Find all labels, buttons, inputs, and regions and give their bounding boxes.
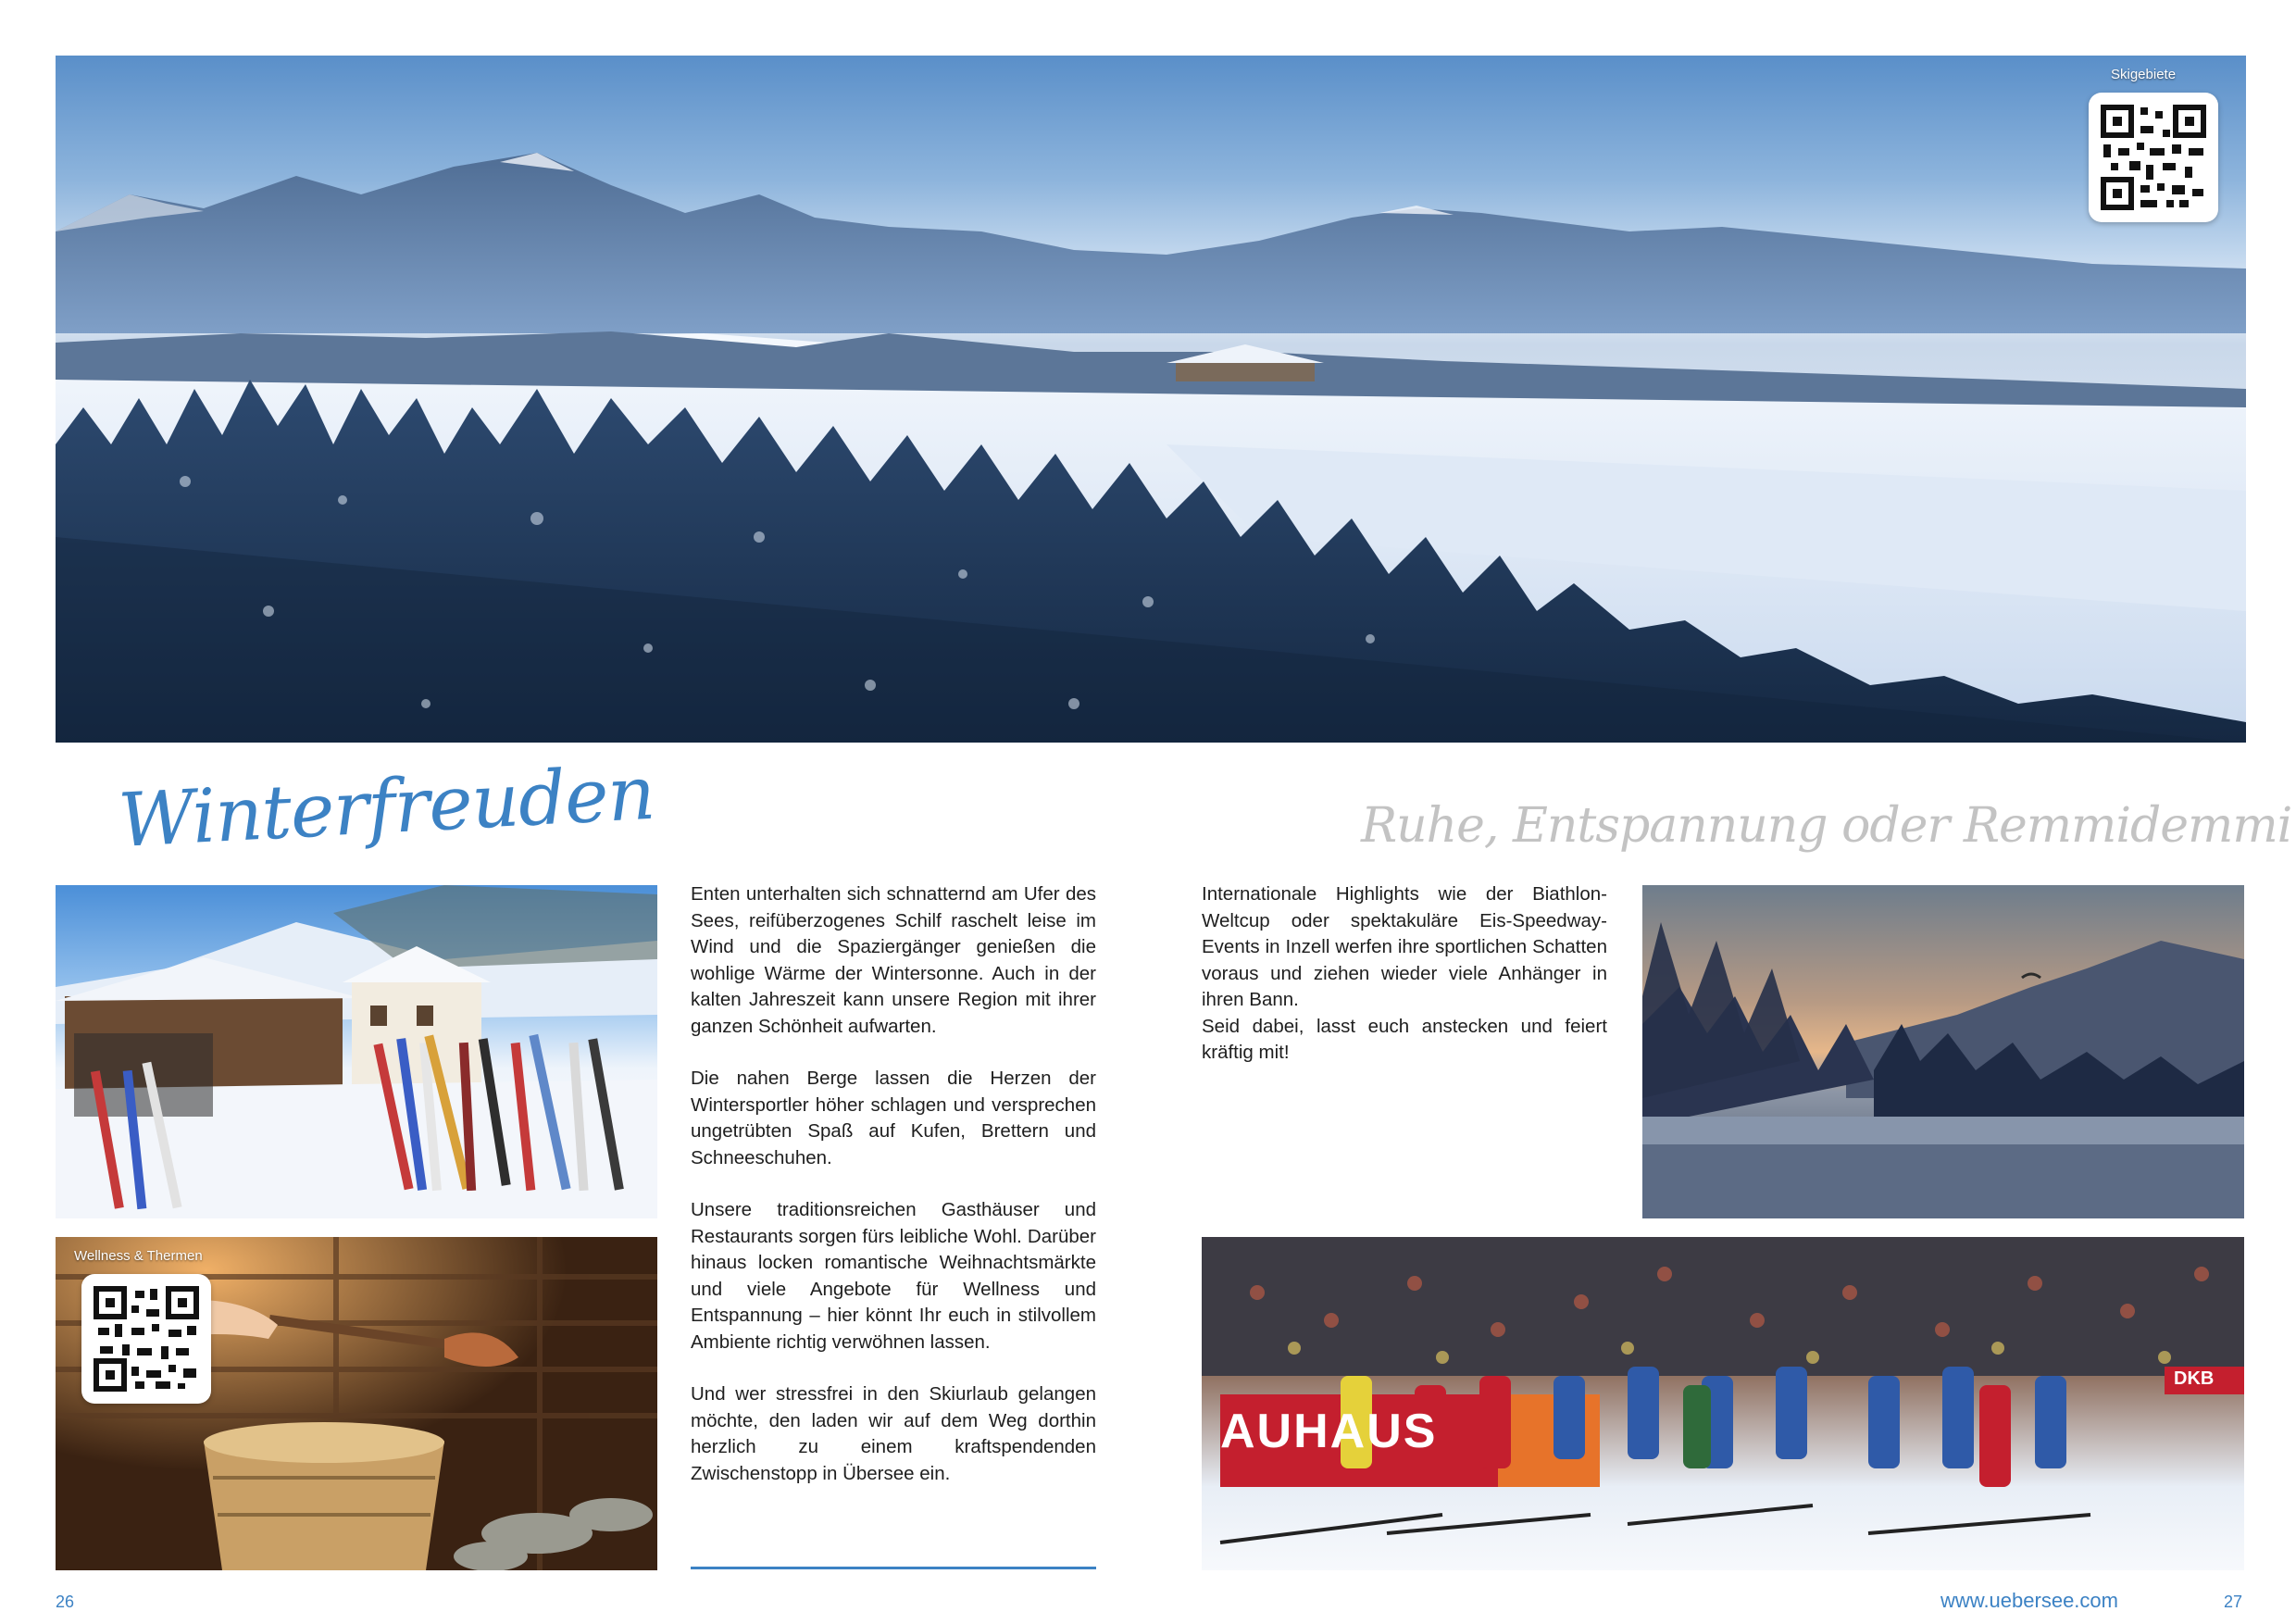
page-number-right: 27 [2224, 1593, 2243, 1611]
divider-rule [691, 1567, 1096, 1569]
text-column-right [1202, 881, 1607, 1093]
paragraph: Seid dabei, lasst euch anstecken und feiert kräftig mit! [1202, 1015, 1607, 1063]
qr-caption-skigebiete: Skigebiete [2111, 67, 2177, 82]
text-column-left [691, 881, 1096, 1513]
heading-winterfreuden: Winterfreuden [116, 749, 657, 864]
photo-biathlon-race [1202, 1237, 2244, 1570]
paragraph: Unsere traditionsreichen Gasthäuser und Restaurants sorgen fürs leibliche Wohl. Darüber hinaus locken romantische Weihnachtsmärkte und viele Angebote für Wellness und Entspannung – hier könnt Ihr euch in stilvollem Ambiente richtig verwöhnen lassen. [691, 1199, 1096, 1353]
banner-text: AUHAUS [1220, 1405, 1438, 1458]
qr-code-icon [2089, 93, 2218, 222]
paragraph: Und wer stressfrei in den Skiurlaub gelangen möchte, den laden wir auf dem Weg dorthin herzlich zu einem kraftspendenden Zwischenstopp in Übersee ein. [691, 1383, 1096, 1484]
qr-code-wellness[interactable] [81, 1274, 211, 1404]
paragraph: Die nahen Berge lassen die Herzen der Wintersportler höher schlagen und versprechen ungetrübten Spaß auf Kufen, Brettern und Schneeschuhen. [691, 1068, 1096, 1168]
banner-brand: DKB [2174, 1368, 2215, 1389]
paragraph: Internationale Highlights wie der Biathlon-Weltcup oder spektakuläre Eis-Speedway-Events in Inzell werfen ihre sportlichen Schatten voraus und ziehen wieder viele Anhänger in ihren Bann. [1202, 883, 1607, 1010]
page-number-left: 26 [56, 1593, 75, 1611]
panorama-winter-landscape [56, 56, 2246, 743]
photo-ski-hut [56, 885, 657, 1218]
qr-caption-wellness: Wellness & Thermen [74, 1248, 203, 1264]
photo-sauna [56, 1237, 657, 1570]
qr-code-icon [81, 1274, 211, 1404]
website-link[interactable]: www.uebersee.com [1940, 1589, 2118, 1612]
paragraph: Enten unterhalten sich schnatternd am Ufer des Sees, reifüberzogenes Schilf raschelt leise im Wind und die Spaziergänger genießen die wohlige Wärme der Wintersonne. Auch in der kalten Jahreszeit kann unsere Region mit ihrer ganzen Schönheit aufwarten. [691, 883, 1096, 1037]
heading-ruhe-entspannung: Ruhe, Entspannung oder Remmidemmi [1361, 798, 2292, 854]
qr-code-skigebiete[interactable] [2089, 93, 2218, 222]
photo-sunset-valley [1642, 885, 2244, 1218]
